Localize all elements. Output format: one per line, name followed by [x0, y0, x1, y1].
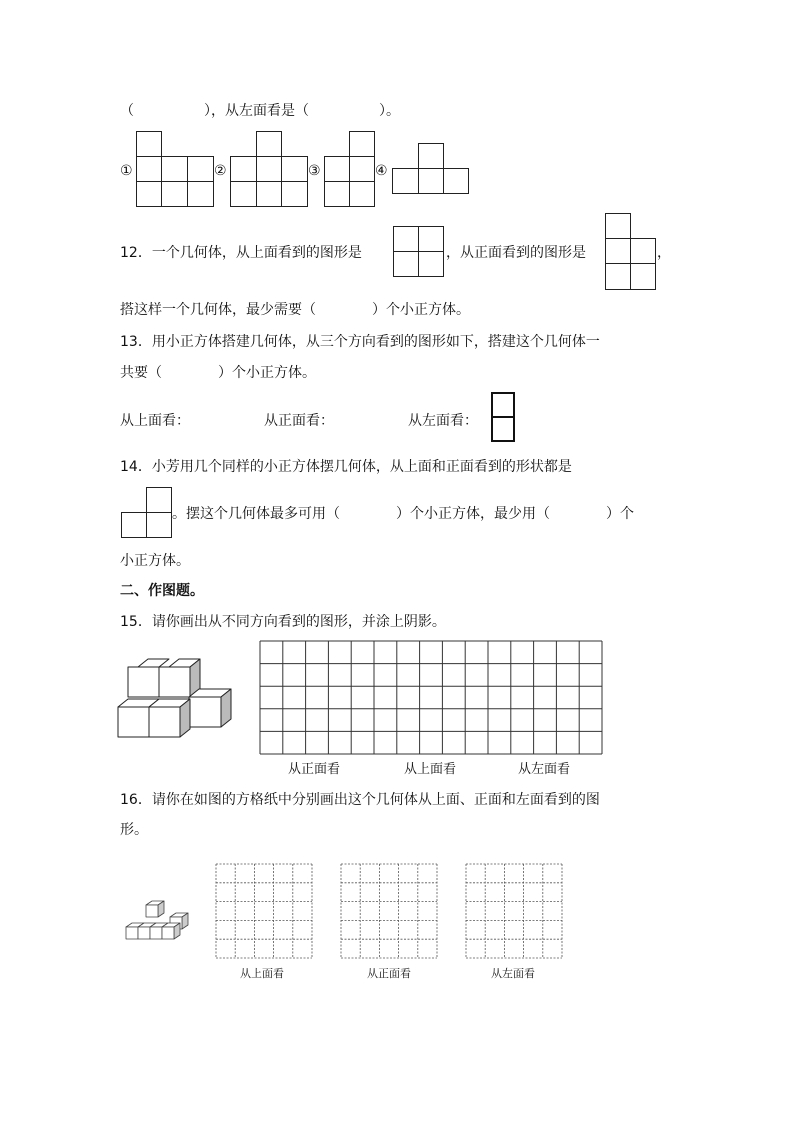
q15-question-text: 15．请你画出从不同方向看到的图形，并涂上阴影。 [120, 614, 446, 630]
q16-question-line2: 形。 [120, 822, 148, 838]
grid-cell [393, 251, 419, 277]
q12-text-part1: 12．一个几何体，从上面看到的图形是 [120, 245, 362, 261]
q12-answer-line: 搭这样一个几何体，最少需要（ ）个小正方体。 [120, 302, 470, 318]
grid-cell [324, 156, 350, 182]
grid-cell [187, 181, 214, 207]
q14-question-line3: 小正方体。 [120, 553, 190, 569]
q16-label-front: 从正面看 [367, 967, 411, 980]
q11-option-2-label: ② [214, 163, 227, 179]
q11-option-4-label: ④ [375, 163, 388, 179]
grid-cell [443, 168, 469, 194]
q16-grid-front-view [339, 862, 439, 960]
grid-cell [230, 156, 257, 182]
grid-cell [418, 251, 444, 277]
grid-cell [630, 238, 656, 264]
grid-cell [418, 226, 444, 252]
grid-cell [418, 168, 444, 194]
grid-cell [605, 263, 631, 290]
grid-cell [393, 226, 419, 252]
grid-cell [349, 131, 375, 157]
grid-cell [281, 181, 308, 207]
grid-cell [256, 156, 282, 182]
grid-cell [136, 181, 162, 207]
q11-option-1-label: ① [120, 163, 133, 179]
q16-cube-stack-figure [124, 900, 194, 944]
grid-cell [281, 156, 308, 182]
q15-cube-stack-figure [118, 656, 234, 742]
q13-question-line1: 13．用小正方体搭建几何体，从三个方向看到的图形如下，搭建这个几何体一 [120, 334, 600, 350]
q15-label-left: 从左面看 [518, 762, 571, 777]
section-2-title: 二、作图题。 [120, 583, 204, 599]
q15-label-front: 从正面看 [288, 762, 341, 777]
q11-answer-line: （ ），从左面看是（ ）。 [120, 103, 400, 119]
q12-text-part3: ， [657, 245, 671, 261]
grid-cell [256, 131, 282, 157]
grid-cell [605, 238, 631, 264]
q13-view-front-label: 从正面看： [264, 413, 334, 429]
grid-cell [136, 156, 162, 182]
q16-grid-left-view [464, 862, 564, 960]
grid-cell [187, 156, 214, 182]
grid-cell [161, 181, 188, 207]
grid-cell [349, 181, 375, 207]
q16-label-left: 从左面看 [491, 967, 535, 980]
q15-drawing-grid [258, 639, 604, 756]
grid-cell [418, 143, 444, 169]
q13-view-top-label: 从上面看： [120, 413, 190, 429]
grid-cell [605, 213, 631, 239]
grid-cell [146, 487, 172, 513]
grid-cell [230, 181, 257, 207]
grid-cell [349, 156, 375, 182]
grid-cell [161, 156, 188, 182]
q13-question-line2: 共要（ ）个小正方体。 [120, 365, 316, 381]
grid-cell [392, 168, 419, 194]
grid-cell [146, 512, 172, 538]
grid-cell [256, 181, 282, 207]
q16-label-top: 从上面看 [240, 967, 284, 980]
q15-label-top: 从上面看 [404, 762, 457, 777]
q11-option-3-label: ③ [308, 163, 321, 179]
grid-cell [324, 181, 350, 207]
figure-divider [491, 416, 515, 418]
q13-view-left-label: 从左面看： [408, 413, 478, 429]
q14-question-line2: 。摆这个几何体最多可用（ ）个小正方体，最少用（ ）个 [172, 506, 634, 522]
grid-cell [136, 131, 162, 157]
q12-text-part2: ，从正面看到的图形是 [446, 245, 586, 261]
grid-cell [630, 263, 656, 290]
q14-question-line1: 14．小芳用几个同样的小正方体摆几何体，从上面和正面看到的形状都是 [120, 459, 572, 475]
q16-grid-top-view [214, 862, 314, 960]
q16-question-line1: 16．请你在如图的方格纸中分别画出这个几何体从上面、正面和左面看到的图 [120, 792, 600, 808]
grid-cell [121, 512, 147, 538]
